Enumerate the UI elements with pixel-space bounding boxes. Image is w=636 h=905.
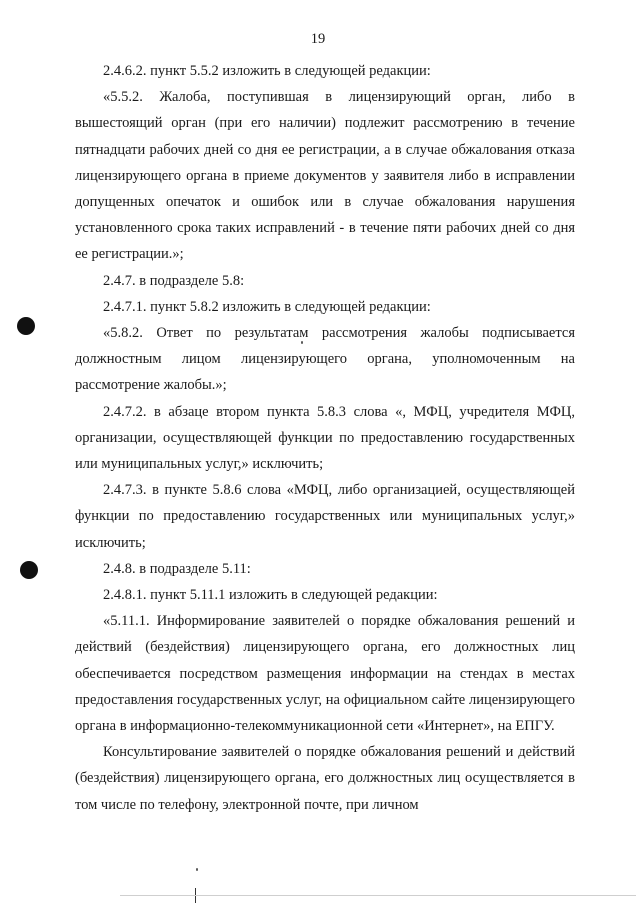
punch-hole	[17, 317, 35, 335]
page-edge-line	[120, 895, 636, 896]
paragraph: 2.4.8.1. пункт 5.11.1 изложить в следующей редакции:	[103, 587, 438, 604]
paragraph: 2.4.7.1. пункт 5.8.2 изложить в следующей редакции:	[103, 298, 431, 315]
document-body	[75, 58, 575, 818]
scan-speck	[301, 341, 303, 344]
paragraph: «5.8.2. Ответ по результатам рассмотрения жалобы подписывается должностным лицом лицензирующего органа, уполномоченным на рассмотрение жалобы.»;	[75, 325, 575, 394]
paragraph: 2.4.7.2. в абзаце втором пункта 5.8.3 слова «, МФЦ, учредителя МФЦ, организации, осуществляющей функции по предоставлению государственных или муниципальных услуг,» исключить;	[75, 403, 575, 473]
paragraph: «5.11.1. Информирование заявителей о порядке обжалования решений и действий (бездействия) лицензирующего органа, его должностных лиц обеспечивается посредством размещения информации на стендах в местах предоставления государственных услуг, на официальном сайте лицензирующего органа в информационно-телекоммуникационной сети «Интернет», на ЕПГУ.	[75, 613, 575, 735]
paragraph: 2.4.8. в подразделе 5.11:	[103, 560, 251, 577]
paragraph: «5.5.2. Жалоба, поступившая в лицензирующий орган, либо в вышестоящий орган (при его наличии) подлежит рассмотрению в течение пятнадцати рабочих дней со дня ее регистрации, а в случае обжалования отказа лицензирующего органа в приеме документов у заявителя либо в исправлении допущенных опечаток и ошибок или в случае обжалования нарушения установленного срока таких исправлений - в течение пяти рабочих дней со дня ее регистрации.»;	[75, 89, 575, 263]
punch-hole	[20, 561, 38, 579]
scan-speck	[196, 868, 198, 871]
paragraph: Консультирование заявителей о порядке обжалования решений и действий (бездействия) лицензирующего органа, его должностных лиц осуществляется в том числе по телефону, электронной почте, при личном	[75, 744, 575, 813]
paragraph: 2.4.7.3. в пункте 5.8.6 слова «МФЦ, либо организацией, осуществляющей функции по предоставлению государственных или муниципальных услуг,» исключить;	[75, 482, 575, 551]
paragraph: 2.4.7. в подразделе 5.8:	[103, 272, 245, 289]
page-number: 19	[310, 31, 326, 47]
paragraph: 2.4.6.2. пункт 5.5.2 изложить в следующей редакции:	[103, 63, 431, 79]
